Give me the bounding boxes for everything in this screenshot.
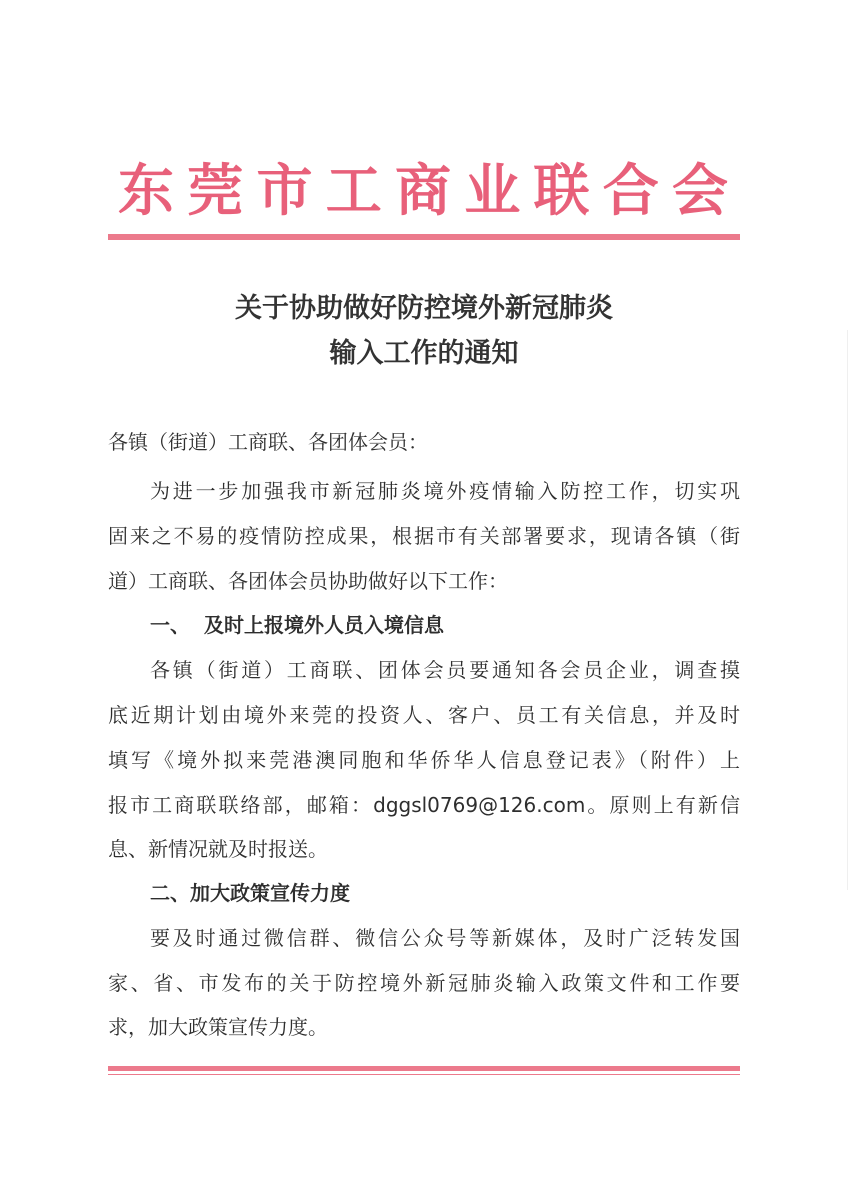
intro-line: 为进一步加强我市新冠肺炎境外疫情输入防控工作，切实巩 <box>150 479 740 503</box>
footer-divider-thick <box>108 1066 740 1071</box>
section-1-line: 各镇（街道）工商联、团体会员要通知各会员企业，调查摸 <box>150 658 740 682</box>
letterhead-char: 莞 <box>187 158 244 224</box>
section-2-line: 求，加大政策宣传力度。 <box>108 1015 328 1039</box>
section-2-title: 加大政策宣传力度 <box>190 881 350 905</box>
section-2-line: 家、省、市发布的关于防控境外新冠肺炎输入政策文件和工作要 <box>108 971 740 995</box>
letterhead-char: 工 <box>325 158 382 224</box>
letterhead-char: 商 <box>395 158 451 224</box>
section-1-number: 一、 <box>150 613 190 637</box>
salutation: 各镇（街道）工商联、各团体会员： <box>108 430 428 454</box>
notice-title-line-2: 输入工作的通知 <box>329 338 519 369</box>
section-1-line: 报市工商联联络部，邮箱：dggsl0769@126.com。原则上有新信 <box>108 793 740 817</box>
section-2-heading <box>150 878 740 908</box>
letterhead-char: 合 <box>602 158 659 224</box>
section-1-title: 及时上报境外人员入境信息 <box>204 613 444 637</box>
section-1-line: 底近期计划由境外来莞的投资人、客户、员工有关信息，并及时 <box>108 703 740 727</box>
section-1-line: 息、新情况就及时报送。 <box>108 837 328 861</box>
letterhead-divider <box>108 234 740 240</box>
footer-divider <box>108 1066 740 1075</box>
notice-title-line-1: 关于协助做好防控境外新冠肺炎 <box>235 293 613 324</box>
letterhead-char: 会 <box>672 158 728 224</box>
letterhead-char: 市 <box>256 158 313 224</box>
letterhead <box>108 156 738 226</box>
letterhead-char: 联 <box>533 158 590 224</box>
intro-line: 道）工商联、各团体会员协助做好以下工作： <box>108 569 508 593</box>
letterhead-char: 东 <box>118 158 174 224</box>
section-2-number: 二、 <box>150 881 190 905</box>
footer-divider-thin <box>108 1074 740 1075</box>
intro-line: 固来之不易的疫情防控成果，根据市有关部署要求，现请各镇（街 <box>108 524 740 548</box>
section-2-line: 要及时通过微信群、微信公众号等新媒体，及时广泛转发国 <box>150 926 740 950</box>
section-1-line: 填写《境外拟来莞港澳同胞和华侨华人信息登记表》（附件）上 <box>108 748 740 772</box>
letterhead-char: 业 <box>464 158 521 224</box>
section-1-heading <box>150 610 740 640</box>
